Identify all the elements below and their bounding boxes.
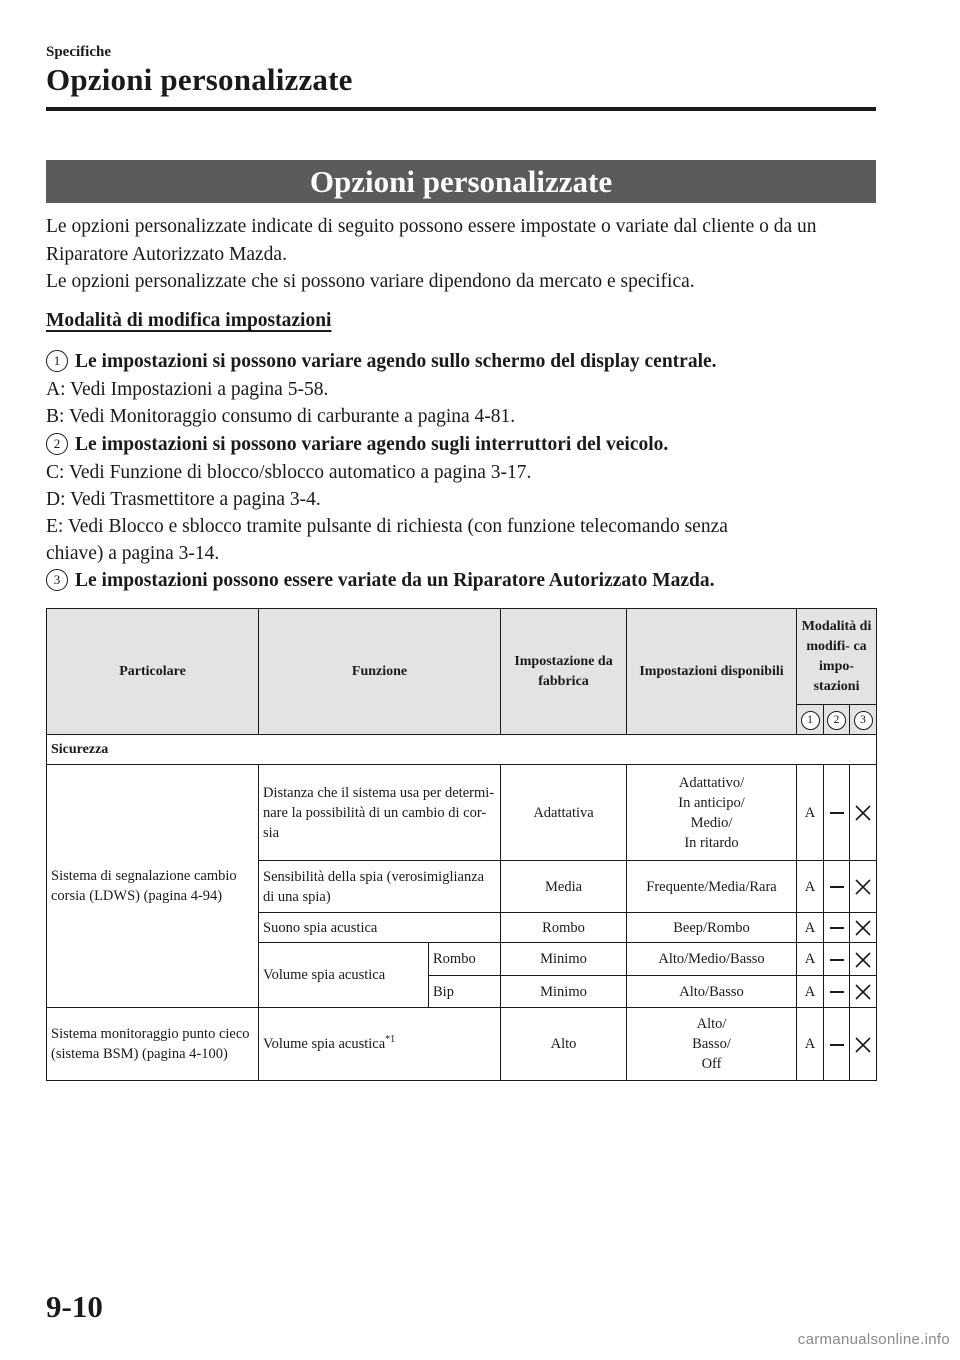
intro-paragraph-1: Le opzioni personalizzate indicate di seguito possono essere impostate o variate dal cliente o da un Riparatore Autorizzato Mazda. (46, 216, 817, 265)
step-1-item-a: A: Vedi Impostazioni a pagina 5-58. (46, 379, 329, 400)
step-3-number-icon: 3 (46, 569, 68, 591)
mode-3-value (850, 913, 877, 943)
mode-3-value (850, 765, 877, 861)
step-2-item-e: E: Vedi Blocco e sblocco tramite pulsante di richiesta (con funzione telecomando senza (46, 516, 728, 537)
step-3-heading (46, 567, 714, 594)
bsm-function-text: Volume spia acustica (263, 1036, 386, 1052)
row-function: Sensibilità della spia (verosimiglianza di una spia) (259, 861, 501, 913)
mode-2-value (824, 861, 850, 913)
mode-3-number-icon: 3 (854, 711, 873, 730)
mode-3-value (850, 861, 877, 913)
banner-title: Opzioni personalizzate (46, 160, 876, 203)
col-header-mode: Modalità di modifi- ca impo- stazioni (797, 609, 877, 705)
row-factory: Alto (501, 1008, 627, 1081)
step-2-text: Le impostazioni si possono variare agendo sugli interruttori del veicolo. (75, 434, 669, 455)
step-2-heading (46, 431, 668, 458)
step-1-item-b: B: Vedi Monitoraggio consumo di carburante a pagina 4-81. (46, 406, 516, 427)
chapter-rule (46, 107, 876, 111)
mode-3-value (850, 1008, 877, 1081)
row-factory: Media (501, 861, 627, 913)
step-1-heading (46, 348, 717, 375)
mode-3-value (850, 943, 877, 976)
cross-icon (855, 984, 871, 1000)
step-2-item-d: D: Vedi Trasmettitore a pagina 3-4. (46, 489, 321, 510)
watermark: carmanualsonline.info (797, 1331, 950, 1348)
dash-icon (830, 886, 844, 888)
intro-paragraph-2: Le opzioni personalizzate che si possono variare dipendono da mercato e specifica. (46, 271, 695, 292)
mode-header-1 (797, 705, 824, 735)
row-sub-label: Bip (429, 976, 501, 1008)
cross-icon (855, 952, 871, 968)
available-option: Off (701, 1056, 722, 1072)
dash-icon (830, 959, 844, 961)
mode-1-value: A (797, 913, 824, 943)
mode-2-number-icon: 2 (827, 711, 846, 730)
col-header-item: Particolare (47, 609, 259, 735)
row-function (259, 1008, 501, 1081)
row-available (627, 1008, 797, 1081)
available-option: Basso/ (692, 1036, 731, 1052)
mode-2-value (824, 1008, 850, 1081)
available-option: Alto/ (696, 1016, 727, 1032)
mode-header-2 (824, 705, 850, 735)
row-available: Alto/Medio/Basso (627, 943, 797, 976)
row-factory: Minimo (501, 943, 627, 976)
dash-icon (830, 991, 844, 993)
cross-icon (855, 805, 871, 821)
row-function: Suono spia acustica (259, 913, 501, 943)
section-security: Sicurezza (47, 735, 877, 765)
step-2-number-icon: 2 (46, 433, 68, 455)
mode-1-number-icon: 1 (801, 711, 820, 730)
mode-1-value: A (797, 1008, 824, 1081)
row-available: Alto/Basso (627, 976, 797, 1008)
col-header-available: Impostazioni disponibili (627, 609, 797, 735)
row-function: Volume spia acustica (259, 943, 429, 1008)
step-3-text: Le impostazioni possono essere variate da un Riparatore Autorizzato Mazda. (75, 570, 715, 591)
dash-icon (830, 927, 844, 929)
row-available: Beep/Rombo (627, 913, 797, 943)
mode-2-value (824, 765, 850, 861)
mode-2-value (824, 976, 850, 1008)
row-sub-label: Rombo (429, 943, 501, 976)
col-header-factory: Impostazione da fabbrica (501, 609, 627, 735)
step-2-item-c: C: Vedi Funzione di blocco/sblocco automatico a pagina 3-17. (46, 462, 532, 483)
chapter-title: Opzioni personalizzate (46, 62, 353, 97)
available-option: Medio/ (690, 814, 733, 831)
available-option: In ritardo (684, 834, 739, 851)
row-factory: Adattativa (501, 765, 627, 861)
row-factory: Rombo (501, 913, 627, 943)
row-function: Distanza che il sistema usa per determi- nare la possibilità di un cambio di cor- sia (259, 765, 501, 861)
cross-icon (855, 1037, 871, 1053)
table-row (47, 1008, 877, 1081)
modes-heading: Modalità di modifica impostazioni (46, 310, 332, 331)
row-factory: Minimo (501, 976, 627, 1008)
step-1-number-icon: 1 (46, 350, 68, 372)
dash-icon (830, 1044, 844, 1046)
step-1-text: Le impostazioni si possono variare agendo sullo schermo del display centrale. (75, 351, 717, 372)
mode-1-value: A (797, 861, 824, 913)
bsm-item: Sistema monitoraggio punto cieco (sistema BSM) (pagina 4-100) (47, 1008, 259, 1081)
mode-1-value: A (797, 765, 824, 861)
dash-icon (830, 812, 844, 814)
available-option: In anticipo/ (678, 794, 745, 811)
custom-settings-table (46, 608, 877, 1081)
mode-header-3 (850, 705, 877, 735)
mode-2-value (824, 943, 850, 976)
col-header-function: Funzione (259, 609, 501, 735)
row-available (627, 765, 797, 861)
mode-3-value (850, 976, 877, 1008)
mode-1-value: A (797, 976, 824, 1008)
available-option: Adattativo/ (678, 774, 745, 791)
cross-icon (855, 879, 871, 895)
cross-icon (855, 920, 871, 936)
page-number: 9-10 (46, 1289, 103, 1324)
row-available: Frequente/Media/Rara (627, 861, 797, 913)
section-label: Specifiche (46, 44, 111, 60)
footnote-marker: *1 (385, 1034, 396, 1046)
mode-2-value (824, 913, 850, 943)
step-2-item-e-cont: chiave) a pagina 3-14. (46, 543, 220, 564)
table-row (47, 765, 877, 861)
mode-1-value: A (797, 943, 824, 976)
ldws-item: Sistema di segnalazione cambio corsia (LDWS) (pagina 4-94) (47, 765, 259, 1008)
